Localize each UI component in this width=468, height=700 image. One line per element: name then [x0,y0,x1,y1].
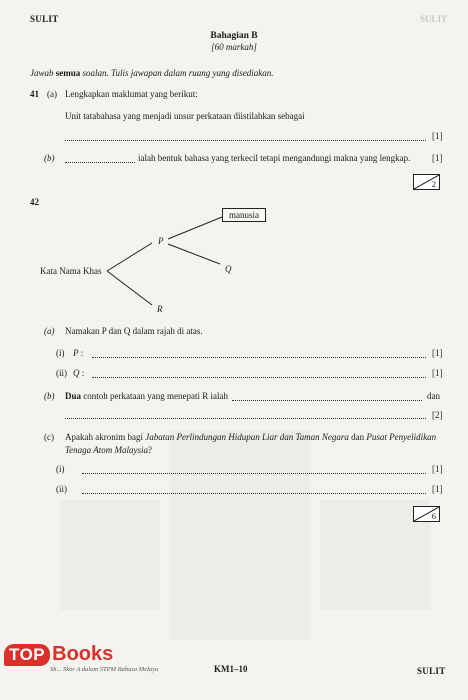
branch-root-r [107,271,152,305]
q42-a-ii-label: (ii) [56,368,67,378]
diagram-q: Q [225,264,232,274]
logo-books: Books [52,643,114,665]
q42-a-ii-prompt [73,368,84,378]
q42-c-ital-1: Jabatan Perlindungan Hidupan Liar dan Taman Negara [145,432,349,442]
q42-b-answer-line-2[interactable] [65,418,426,419]
q42-b-dan: dan [427,391,440,401]
q42-c-ital-2: Pusat Penyelidikan [366,432,437,442]
q42-c-ii-label: (ii) [56,484,67,494]
q42-a-ii-var: Q [73,368,80,378]
instruction-bold: semua [55,68,81,78]
q42-number: 42 [30,197,39,207]
q42-a-ii-colon: : [79,368,85,378]
section-title: Bahagian B [210,31,258,41]
q42-a-text: Namakan P dan Q dalam rajah di atas. [65,326,203,336]
header-ghost-sulit: SULIT [420,14,448,24]
q42-a-i-colon: : [78,348,84,358]
q42-a-i-prompt [73,348,83,358]
section-marks-text: [60 markah] [211,42,257,52]
q42-a-ii-answer-line[interactable] [92,377,426,378]
footer-sulit: SULIT [417,666,446,676]
q42-b-bold: Dua [65,391,82,401]
q42-c-i-mark: [1] [432,464,443,474]
q41-a-label-text: (a) [47,89,57,99]
q42-c-plain: Apakah akronim bagi [65,432,146,442]
q42-a-i-answer-line[interactable] [92,357,426,358]
footer-book-title: Sh... Skor A dalam STPM Bahasa Melayu [50,666,159,673]
q42-b-mark: [2] [432,410,443,420]
logo-top: TOP [4,644,50,666]
q42-a-label: (a) [44,326,55,336]
q41-b-label-text: (b) [44,153,55,163]
q42-c-ital-3: Tenaga Atom Malaysia [65,445,149,455]
q42-a-i-var: P [73,348,79,358]
q42-c-line-1 [65,432,436,442]
q42-c-ii-mark: [1] [432,484,443,494]
bleed-through-area [60,500,160,610]
instruction-text-1: Jawab [30,68,56,78]
q42-b-text [65,391,228,401]
diagram-p: P [158,236,164,246]
q42-c-line-2 [65,445,152,455]
q41-a-text: Lengkapkan maklumat yang berikut: [65,89,198,99]
q42-c-ii-answer-line[interactable] [82,493,426,494]
q42-b-answer-line-1[interactable] [232,400,422,401]
q42-b-text-rest: contoh perkataan yang menepati R ialah [81,391,228,401]
q42-score-box[interactable] [413,506,440,522]
q42-c-mid: dan [348,432,367,442]
q41-b-text: ialah bentuk bahasa yang terkecil tetapi mengandungi makna yang lengkap. [138,153,411,163]
q41-a-mark: [1] [432,131,443,141]
q42-a-ii-mark: [1] [432,368,443,378]
instruction-text-2: soalan. Tulis jawapan dalam ruang yang disediakan. [80,68,274,78]
q42-c-end: ? [148,445,153,455]
q42-a-i-mark: [1] [432,348,443,358]
diagram-box-manusia: manusia [222,208,266,222]
q42-score: 6 [431,511,436,521]
branch-p-manusia [168,217,222,239]
q41-definition: Unit tatabahasa yang menjadi unsur perkataan diistilahkan sebagai [65,111,305,121]
q42-tree-diagram [0,0,468,330]
q41-number: 41 [30,89,39,99]
branch-root-p [107,243,152,271]
q41-b-mark: [1] [432,153,443,163]
branch-p-q [168,244,220,264]
diagram-r: R [157,304,163,314]
diagram-root: Kata Nama Khas [40,266,102,276]
topbooks-logo [4,643,113,666]
bleed-through-area [170,430,310,640]
q42-b-label: (b) [44,391,55,401]
q42-c-label: (c) [44,432,54,442]
q42-c-i-answer-line[interactable] [82,473,426,474]
q41-score: 2 [431,179,436,189]
footer-page-code: KM1–10 [214,664,248,674]
q42-a-i-label: (i) [56,348,65,358]
q42-c-i-label: (i) [56,464,65,474]
header-sulit: SULIT [30,14,59,24]
